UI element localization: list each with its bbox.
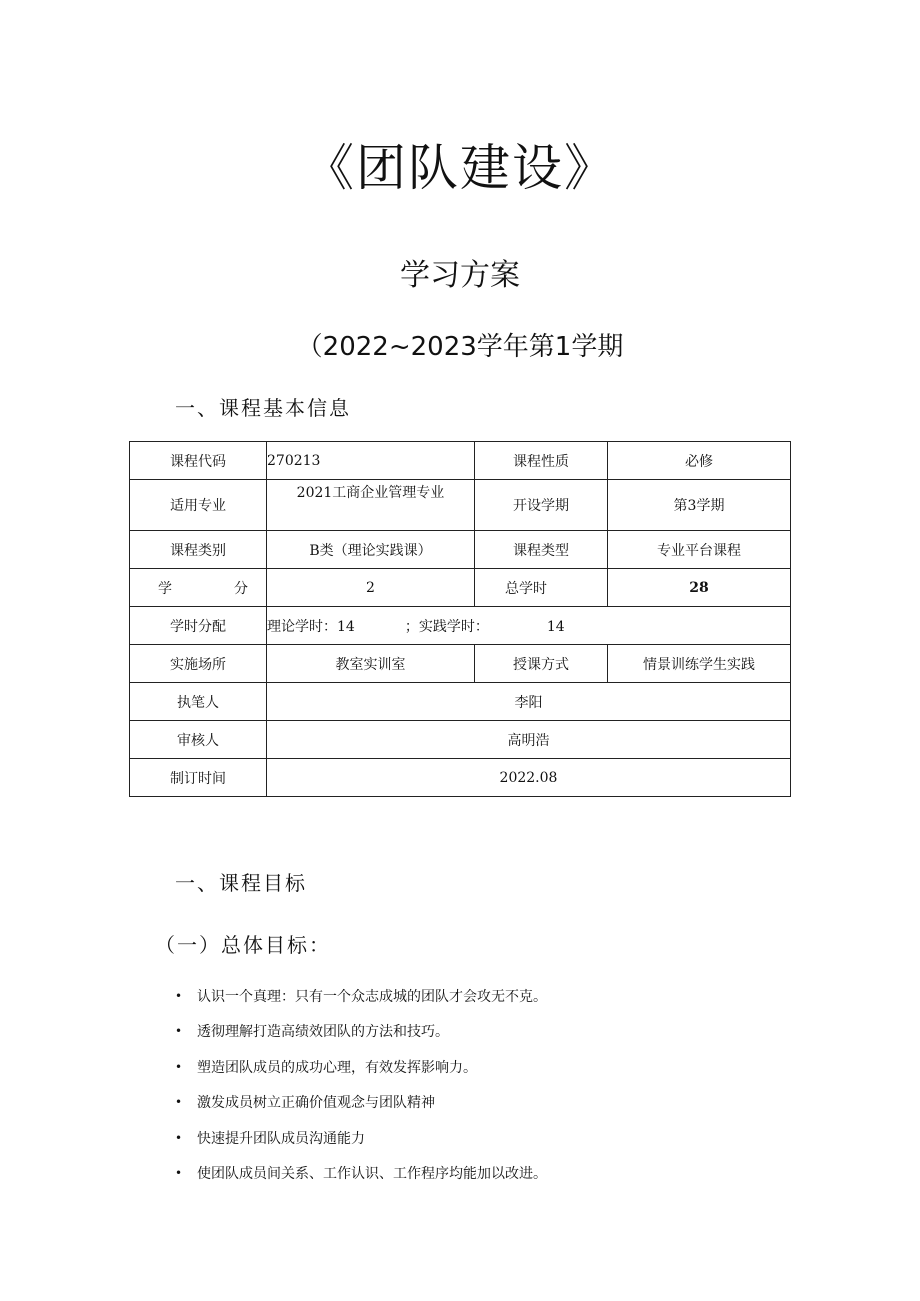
reviewer-label: 审核人 bbox=[130, 721, 267, 759]
goal-text: 认识一个真理：只有一个众志成城的团队才会攻无不克。 bbox=[197, 988, 547, 1005]
list-item bbox=[175, 1049, 547, 1085]
bullet-icon: • bbox=[175, 1024, 183, 1039]
table-row bbox=[130, 531, 791, 569]
bullet-icon: • bbox=[175, 1166, 183, 1181]
date-label: 制订时间 bbox=[130, 759, 267, 797]
list-item bbox=[175, 1014, 547, 1050]
total-hours-value: 28 bbox=[608, 569, 791, 607]
bullet-icon: • bbox=[175, 1095, 183, 1110]
major-label: 适用专业 bbox=[130, 480, 267, 531]
list-item bbox=[175, 1085, 547, 1121]
document-title: 《团队建设》 bbox=[304, 139, 616, 197]
table-row bbox=[130, 683, 791, 721]
course-nature-value: 必修 bbox=[608, 442, 791, 480]
section-heading-course-goals: 一、课程目标 bbox=[175, 871, 307, 895]
theory-hours: 理论学时：14 bbox=[267, 618, 355, 635]
goal-text: 快速提升团队成员沟通能力 bbox=[197, 1130, 365, 1147]
credit-label bbox=[130, 569, 267, 607]
course-code-value: 270213 bbox=[267, 442, 475, 480]
subsection-heading-overall-goals: （一）总体目标： bbox=[155, 933, 331, 957]
category-value: B类（理论实践课） bbox=[267, 531, 475, 569]
bullet-icon: • bbox=[175, 1059, 183, 1074]
hours-distribution-label: 学时分配 bbox=[130, 607, 267, 645]
bullet-icon: • bbox=[175, 1130, 183, 1145]
document-subtitle: 学习方案 bbox=[400, 258, 520, 293]
method-value: 情景训练学生实践 bbox=[608, 645, 791, 683]
author-label: 执笔人 bbox=[130, 683, 267, 721]
course-nature-label: 课程性质 bbox=[475, 442, 608, 480]
section-heading-basic-info: 一、课程基本信息 bbox=[175, 396, 351, 420]
credit-label-part-b: 分 bbox=[234, 580, 248, 597]
table-row bbox=[130, 569, 791, 607]
reviewer-value: 高明浩 bbox=[267, 721, 791, 759]
course-code-label: 课程代码 bbox=[130, 442, 267, 480]
date-value: 2022.08 bbox=[267, 759, 791, 797]
practice-hours-label: ；实践学时： bbox=[404, 618, 489, 635]
goal-text: 塑造团队成员的成功心理，有效发挥影响力。 bbox=[197, 1059, 477, 1076]
table-row bbox=[130, 645, 791, 683]
list-item bbox=[175, 1120, 547, 1156]
goal-text: 透彻理解打造高绩效团队的方法和技巧。 bbox=[197, 1024, 449, 1041]
venue-label: 实施场所 bbox=[130, 645, 267, 683]
venue-value: 教室实训室 bbox=[267, 645, 475, 683]
category-label: 课程类别 bbox=[130, 531, 267, 569]
semester-label: 开设学期 bbox=[475, 480, 608, 531]
type-label: 课程类型 bbox=[475, 531, 608, 569]
table-row bbox=[130, 442, 791, 480]
table-row bbox=[130, 480, 791, 531]
credit-value: 2 bbox=[267, 569, 475, 607]
table-row bbox=[130, 607, 791, 645]
method-label: 授课方式 bbox=[475, 645, 608, 683]
list-item bbox=[175, 978, 547, 1014]
term-line: （2022~2023学年第1学期 bbox=[296, 332, 624, 362]
list-item bbox=[175, 1156, 547, 1192]
author-value: 李阳 bbox=[267, 683, 791, 721]
credit-label-part-a: 学 bbox=[158, 580, 172, 597]
type-value: 专业平台课程 bbox=[608, 531, 791, 569]
practice-hours-value: 14 bbox=[546, 618, 565, 635]
bullet-icon: • bbox=[175, 988, 183, 1003]
total-hours-label: 总学时 bbox=[475, 569, 608, 607]
semester-value: 第3学期 bbox=[608, 480, 791, 531]
hours-distribution-value bbox=[267, 607, 791, 645]
course-info-table bbox=[129, 441, 791, 797]
major-value: 2021工商企业管理专业 bbox=[267, 480, 475, 531]
goals-list bbox=[175, 978, 547, 1191]
goal-text: 使团队成员间关系、工作认识、工作程序均能加以改进。 bbox=[197, 1166, 547, 1183]
goal-text: 激发成员树立正确价值观念与团队精神 bbox=[197, 1095, 435, 1112]
table-row bbox=[130, 759, 791, 797]
table-row bbox=[130, 721, 791, 759]
